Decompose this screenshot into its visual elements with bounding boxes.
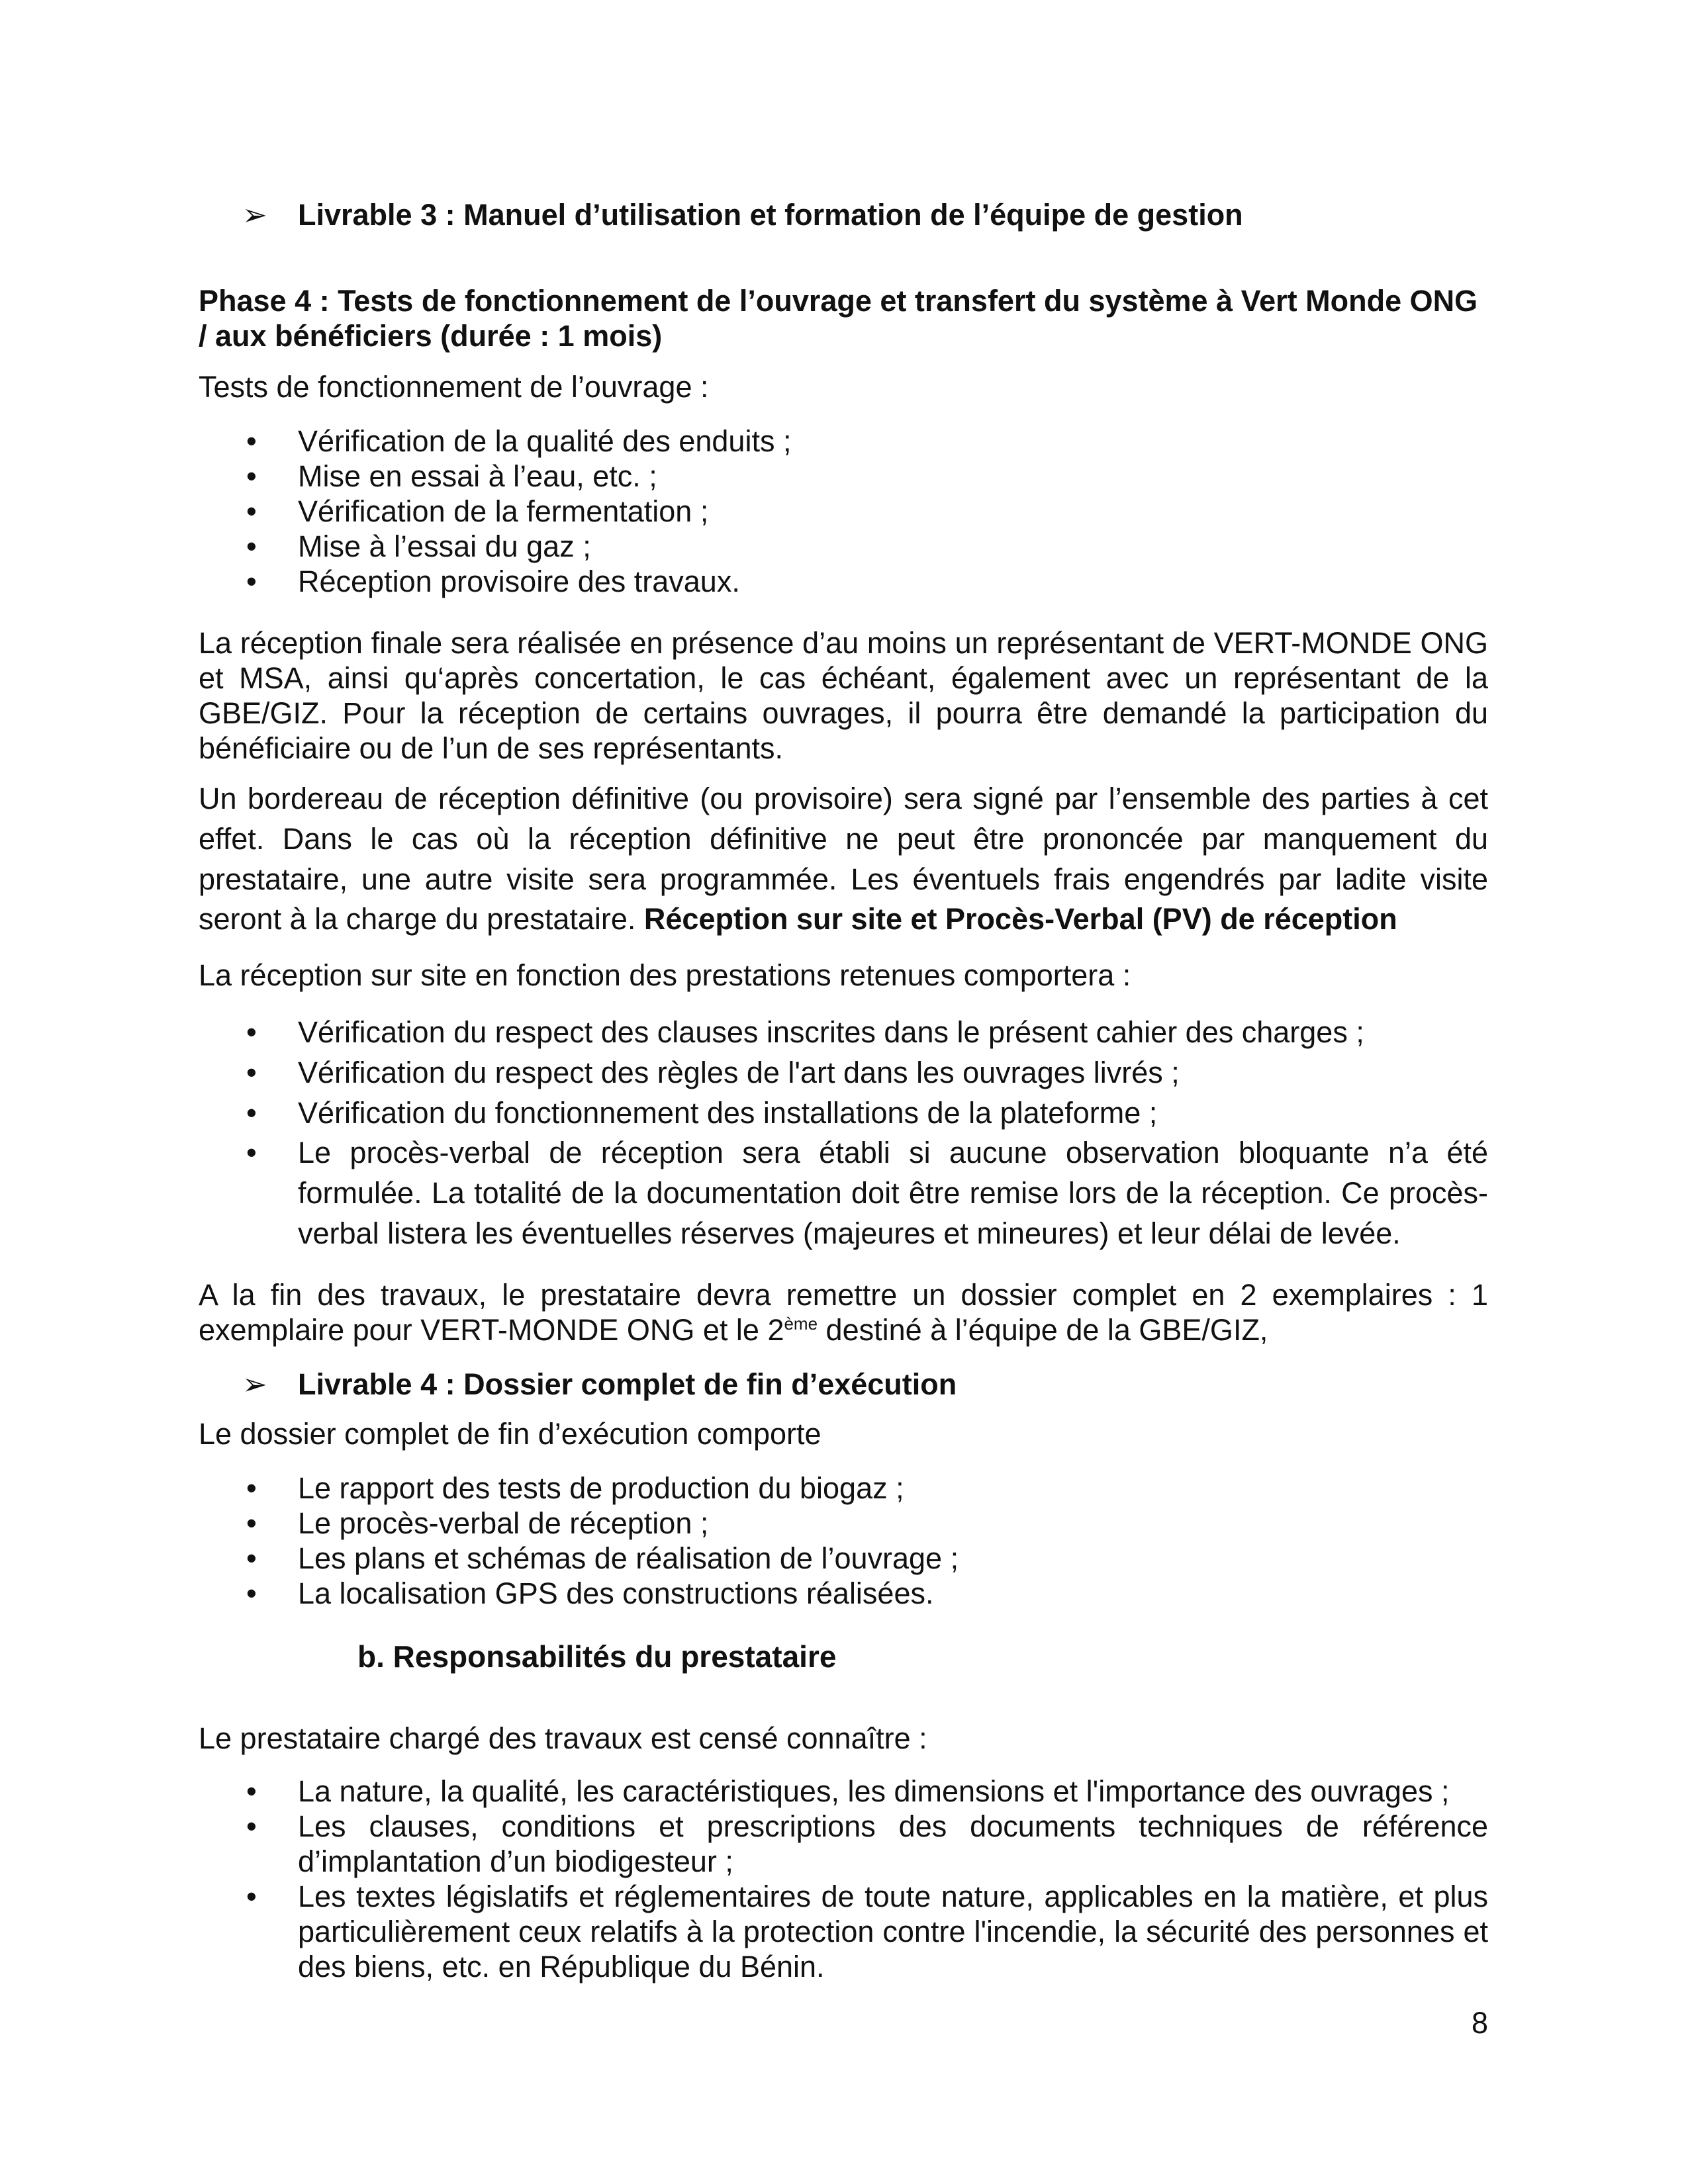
list-item: • Les plans et schémas de réalisation de l’ouvrage ; [246,1541,959,1576]
paragraph-fin-travaux: A la fin des travaux, le prestataire devra remettre un dossier complet en 2 exemplaires : 1 exemplaire pour VERT-MONDE ONG et le 2ème destiné à l’équipe de la GBE/GIZ, [199,1278,1488,1347]
bullet-icon: • [246,1541,257,1576]
bullet-icon: • [246,565,257,599]
list-item: • Mise en essai à l’eau, etc. ; [246,459,657,494]
bullet-icon: • [246,1880,257,1914]
tests-intro: Tests de fonctionnement de l’ouvrage : [199,370,709,404]
list-item: • La nature, la qualité, les caractéristiques, les dimensions et l'importance des ouvrages ; [246,1774,1450,1808]
bullet-icon: • [246,1055,257,1089]
bullet-icon: • [246,1136,257,1170]
resp-intro: Le prestataire chargé des travaux est censé connaître : [199,1721,927,1755]
subheading-reception-sur-site: Réception sur site et Procès-Verbal (PV) de réception [643,902,1397,936]
list-item: • Mise à l’essai du gaz ; [246,529,591,564]
bullet-icon: • [246,459,257,494]
bullet-icon: • [246,424,257,458]
list-item: • Le procès-verbal de réception sera établi si aucune observation bloquante n’a été formulée. La totalité de la documentation doit être remise lors de la réception. Ce procès-verbal listera les éventuelles réserves (majeures et mineures) et leur délai de levée. [199,1133,1488,1253]
list-item: • Les clauses, conditions et prescriptions des documents techniques de référence d’implantation d’un biodigesteur ; [246,1809,1488,1879]
bullet-icon: • [246,1506,257,1541]
tests-list [199,424,1488,599]
site-intro: La réception sur site en fonction des prestations retenues comportera : [199,958,1131,992]
livrable-3-heading: ➢ Livrable 3 : Manuel d’utilisation et formation de l’équipe de gestion [242,198,1243,232]
dossier-list [199,1471,1488,1611]
paragraph-bordereau: Un bordereau de réception définitive (ou provisoire) sera signé par l’ensemble des parties à cet effet. Dans le cas où la réception définitive ne peut être prononcée par manquement du prestataire, une autre visite sera programmée. Les éventuels frais engendrés par ladite visite seront à la charge du prestataire. Réception sur site et Procès-Verbal (PV) de réception [199,782,1488,936]
resp-list [199,1774,1488,1985]
livrable-4-heading: ➢ Livrable 4 : Dossier complet de fin d’exécution [242,1367,957,1401]
list-item: • Vérification du respect des clauses inscrites dans le présent cahier des charges ; [199,1013,1488,1053]
list-item: • Vérification de la fermentation ; [246,494,709,529]
bullet-icon: • [246,1015,257,1049]
site-list [199,1013,1488,1254]
arrow-bullet-icon: ➢ [242,1367,267,1401]
phase-4-title: Phase 4 : Tests de fonctionnement de l’ouvrage et transfert du système à Vert Monde ONG / aux bénéficiers (durée : 1 mois) [199,284,1478,353]
bullet-icon: • [246,1576,257,1611]
dossier-intro: Le dossier complet de fin d’exécution comporte [199,1417,821,1451]
list-item: • Le procès-verbal de réception ; [246,1506,709,1541]
bullet-icon: • [246,494,257,529]
list-item: • Vérification de la qualité des enduits ; [246,424,792,458]
list-item: • Le rapport des tests de production du biogaz ; [246,1471,904,1505]
list-item: • Les textes législatifs et réglementaires de toute nature, applicables en la matière, et plus particulièrement ceux relatifs à la protection contre l'incendie, la sécurité des personnes et des biens, etc. en République du Bénin. [246,1880,1488,1984]
bullet-icon: • [246,1095,257,1130]
list-item: • La localisation GPS des constructions réalisées. [246,1576,934,1611]
list-item: • Vérification du fonctionnement des installations de la plateforme ; [199,1093,1488,1134]
paragraph-reception-finale: La réception finale sera réalisée en présence d’au moins un représentant de VERT-MONDE ONG et MSA, ainsi qu‘après concertation, le cas échéant, également avec un représentant de la GBE/GIZ. Pour la réception de certains ouvrages, il pourra être demandé la participation du bénéficiaire ou de l’un de ses représentants. [199,626,1488,766]
list-item: • Vérification du respect des règles de l'art dans les ouvrages livrés ; [199,1053,1488,1093]
bullet-icon: • [246,1774,257,1808]
bullet-icon: • [246,1809,257,1844]
bullet-icon: • [246,1471,257,1505]
bullet-icon: • [246,529,257,564]
list-item: • Réception provisoire des travaux. [246,565,740,599]
page-number: 8 [1471,2006,1488,2040]
section-b-heading: b. Responsabilités du prestataire [357,1639,837,1674]
arrow-bullet-icon: ➢ [242,198,267,232]
